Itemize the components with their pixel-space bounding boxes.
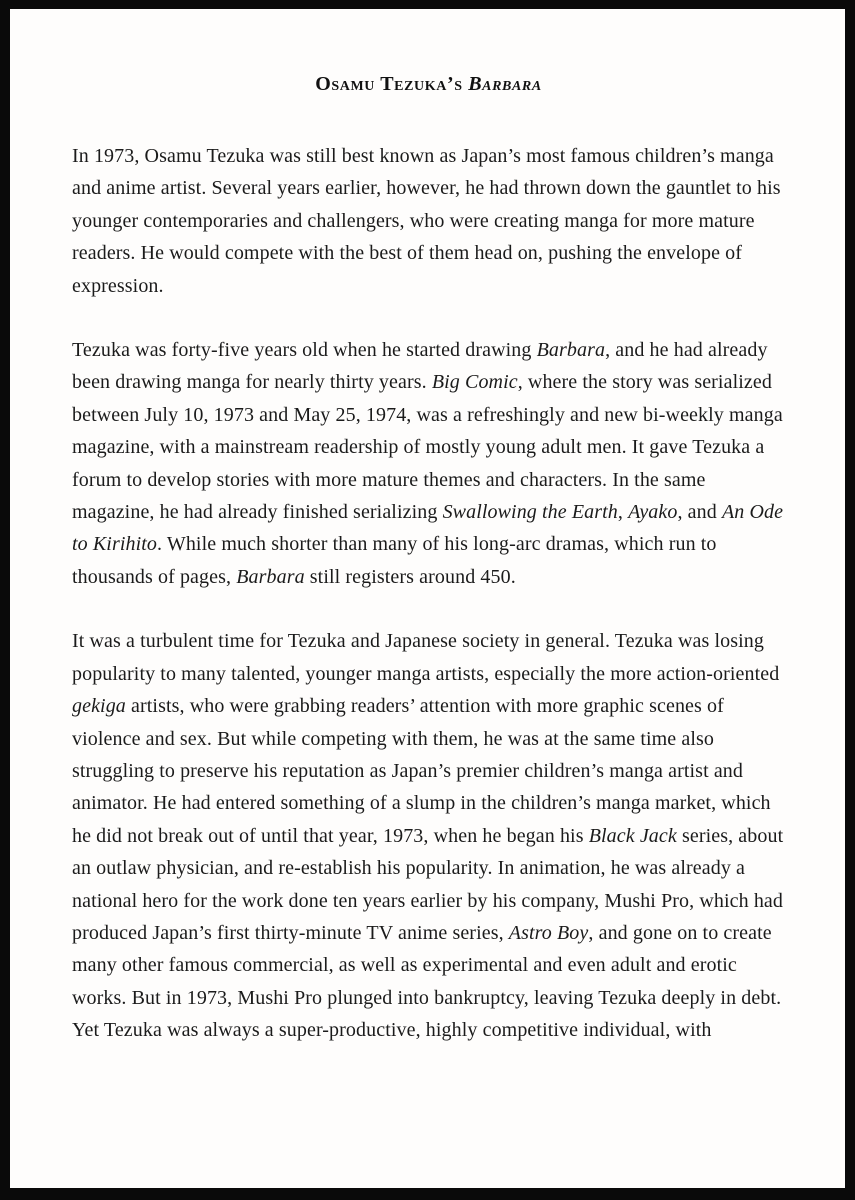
text-run: gekiga <box>72 695 126 718</box>
text-run: . While much shorter than many of his long-arc dramas, which run to thousands of pages, <box>72 533 717 588</box>
text-run: Big Comic <box>431 371 518 394</box>
paragraph-turbulent-time <box>72 625 785 1046</box>
text-run: An Ode to Kirihito <box>72 501 784 556</box>
text-run: Barbara <box>468 73 542 95</box>
text-run: Barbara <box>236 565 305 588</box>
text-run: , and gone on to create many other famous commercial, as well as experimental and even adult and erotic works. But in 1973, Mushi Pro plunged into bankruptcy, leaving Tezuka deeply in debt. Yet Tezuka was always a super-productive, highly competitive individual, with <box>72 921 782 1042</box>
text-run: Black Jack <box>588 824 677 847</box>
text-run: artists, who were grabbing readers’ attention with more graphic scenes of violence and sex. But while competing with them, he was at the same time also struggling to preserve his reputation as Japan’s premier children’s manga artist and animator. He had entered something of a slump in the children’s manga market, which he did not break out of until that year, 1973, when he began his <box>72 695 771 847</box>
text-run: still registers around 450. <box>304 565 516 588</box>
text-run: Barbara <box>536 339 606 362</box>
text-run: Swallowing the Earth <box>442 501 618 524</box>
text-run: Osamu Tezuka’s <box>315 73 469 95</box>
text-run: series, about an outlaw physician, and re-establish his popularity. In animation, he was already a national hero for the work done ten years earlier by his company, Mushi Pro, which had produced Japan’s first thirty-minute TV anime series, <box>72 824 784 944</box>
paragraph-intro <box>72 140 785 302</box>
text-run: Astro Boy <box>508 921 589 944</box>
text-run: , and he had already been drawing manga for nearly thirty years. <box>72 339 768 394</box>
text-run: , <box>617 501 629 524</box>
text-run: Ayako <box>628 501 678 524</box>
paragraph-serialization <box>72 334 785 593</box>
text-run: , where the story was serialized between July 10, 1973 and May 25, 1974, was a refreshingly and new bi-weekly manga magazine, with a mainstream readership of mostly young adult men. It gave Tezuka a forum to develop stories with more mature themes and characters. In the same magazine, he had already finished serializing <box>72 371 783 524</box>
page-title <box>72 73 785 96</box>
text-run: It was a turbulent time for Tezuka and Japanese society in general. Tezuka was losing popularity to many talented, younger manga artists, especially the more action-oriented <box>72 630 780 685</box>
book-page <box>10 9 845 1188</box>
text-run: , and <box>677 501 722 524</box>
text-run: In 1973, Osamu Tezuka was still best known as Japan’s most famous children’s manga and anime artist. Several years earlier, however, he had thrown down the gauntlet to his younger contemporaries and challengers, who were creating manga for more mature readers. He would compete with the best of them head on, pushing the envelope of expression. <box>72 145 781 297</box>
text-run: Tezuka was forty-five years old when he started drawing <box>72 339 537 362</box>
